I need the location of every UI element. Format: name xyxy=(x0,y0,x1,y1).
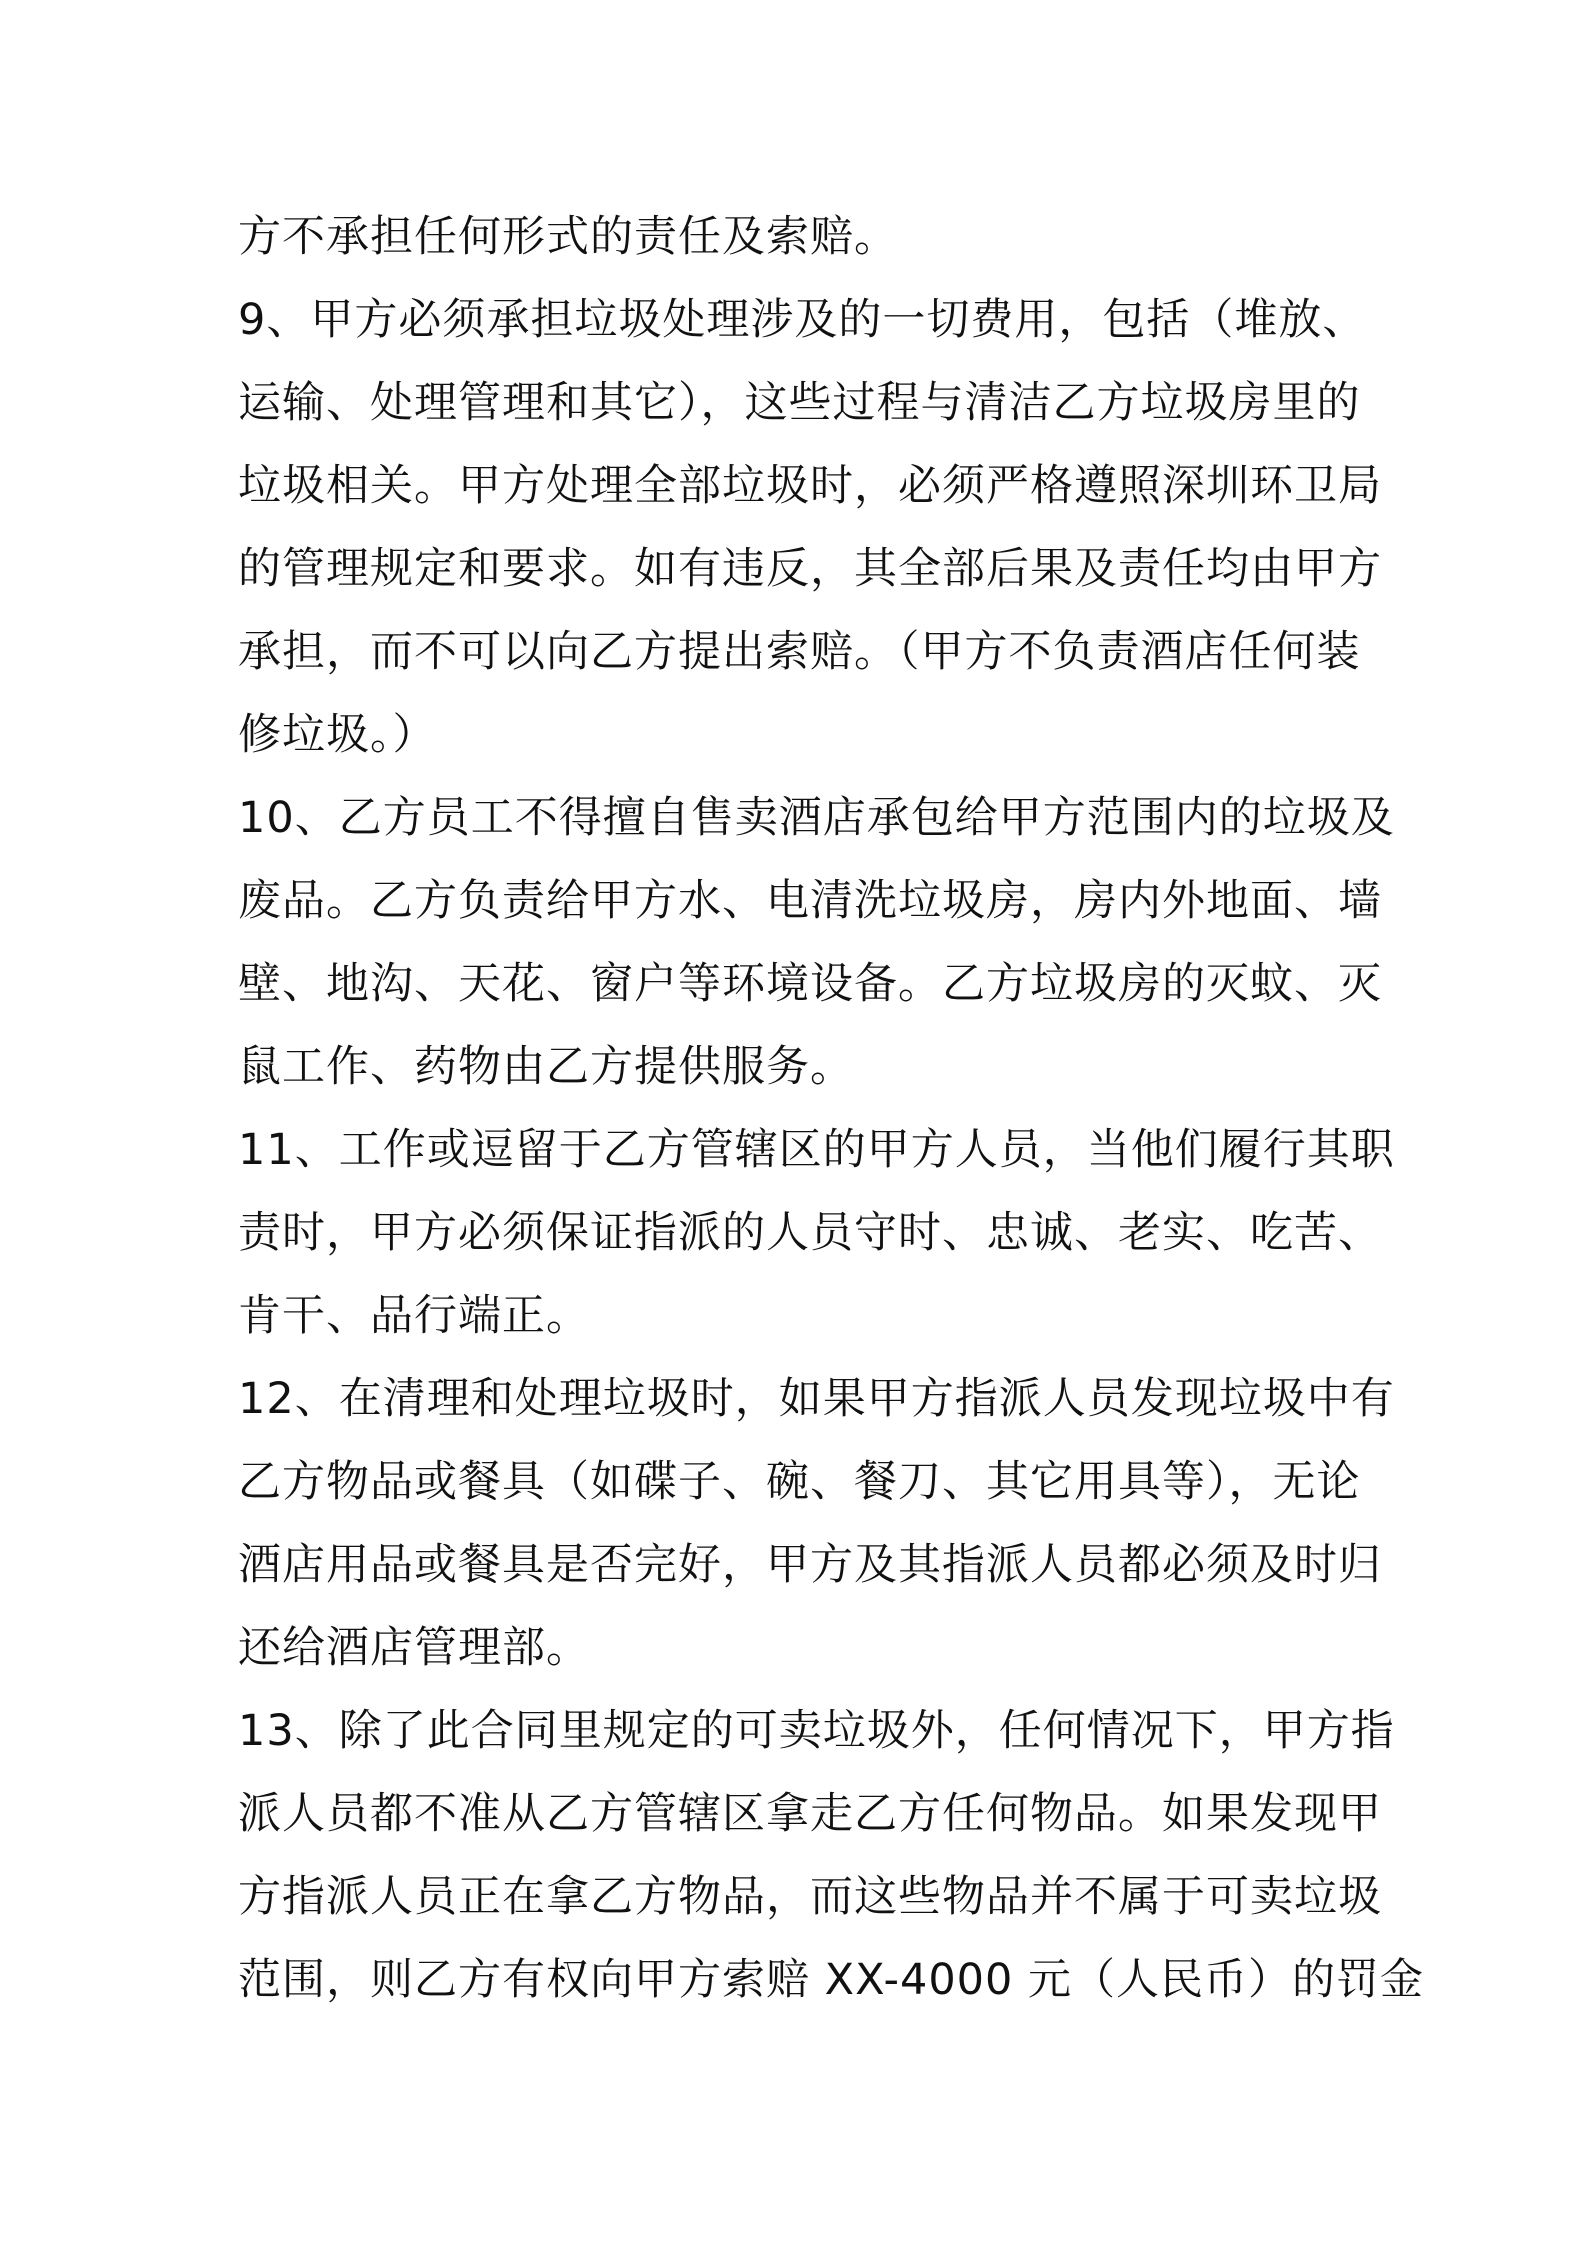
text-line: 还给酒店管理部。 xyxy=(238,1623,590,1673)
text-line: 范围，则乙方有权向甲方索赔 XX-4000 元（人民币）的罚金 xyxy=(238,1955,1425,2005)
text-line: 壁、地沟、天花、窗户等环境设备。乙方垃圾房的灭蚊、灭 xyxy=(238,959,1382,1009)
text-line: 废品。乙方负责给甲方水、电清洗垃圾房，房内外地面、墙 xyxy=(238,876,1382,926)
clause-12-line: 12、在清理和处理垃圾时，如果甲方指派人员发现垃圾中有 xyxy=(238,1374,1395,1424)
text-line: 运输、处理管理和其它），这些过程与清洁乙方垃圾房里的 xyxy=(238,378,1361,428)
text-line: 酒店用品或餐具是否完好，甲方及其指派人员都必须及时归 xyxy=(238,1540,1382,1590)
text-line: 鼠工作、药物由乙方提供服务。 xyxy=(238,1042,854,1092)
text-line: 修垃圾。） xyxy=(238,710,437,760)
text-line: 垃圾相关。甲方处理全部垃圾时，必须严格遵照深圳环卫局 xyxy=(238,461,1382,511)
clause-10-line: 10、乙方员工不得擅自售卖酒店承包给甲方范围内的垃圾及 xyxy=(238,793,1395,843)
text-line: 方不承担任何形式的责任及索赔。 xyxy=(238,212,898,262)
text-line: 方指派人员正在拿乙方物品，而这些物品并不属于可卖垃圾 xyxy=(238,1872,1382,1922)
contract-text-body xyxy=(238,196,1425,2022)
text-line: 的管理规定和要求。如有违反，其全部后果及责任均由甲方 xyxy=(238,544,1382,594)
clause-11-line: 11、工作或逗留于乙方管辖区的甲方人员，当他们履行其职 xyxy=(238,1125,1395,1175)
text-line: 责时，甲方必须保证指派的人员守时、忠诚、老实、吃苦、 xyxy=(238,1208,1382,1258)
text-line: 派人员都不准从乙方管辖区拿走乙方任何物品。如果发现甲 xyxy=(238,1789,1382,1839)
clause-13-line: 13、除了此合同里规定的可卖垃圾外，任何情况下，甲方指 xyxy=(238,1706,1395,1756)
text-line: 承担，而不可以向乙方提出索赔。（甲方不负责酒店任何装 xyxy=(238,627,1361,677)
clause-9-line: 9、甲方必须承担垃圾处理涉及的一切费用，包括（堆放、 xyxy=(238,295,1367,345)
text-line: 肯干、品行端正。 xyxy=(238,1291,590,1341)
text-line: 乙方物品或餐具（如碟子、碗、餐刀、其它用具等），无论 xyxy=(238,1457,1361,1507)
